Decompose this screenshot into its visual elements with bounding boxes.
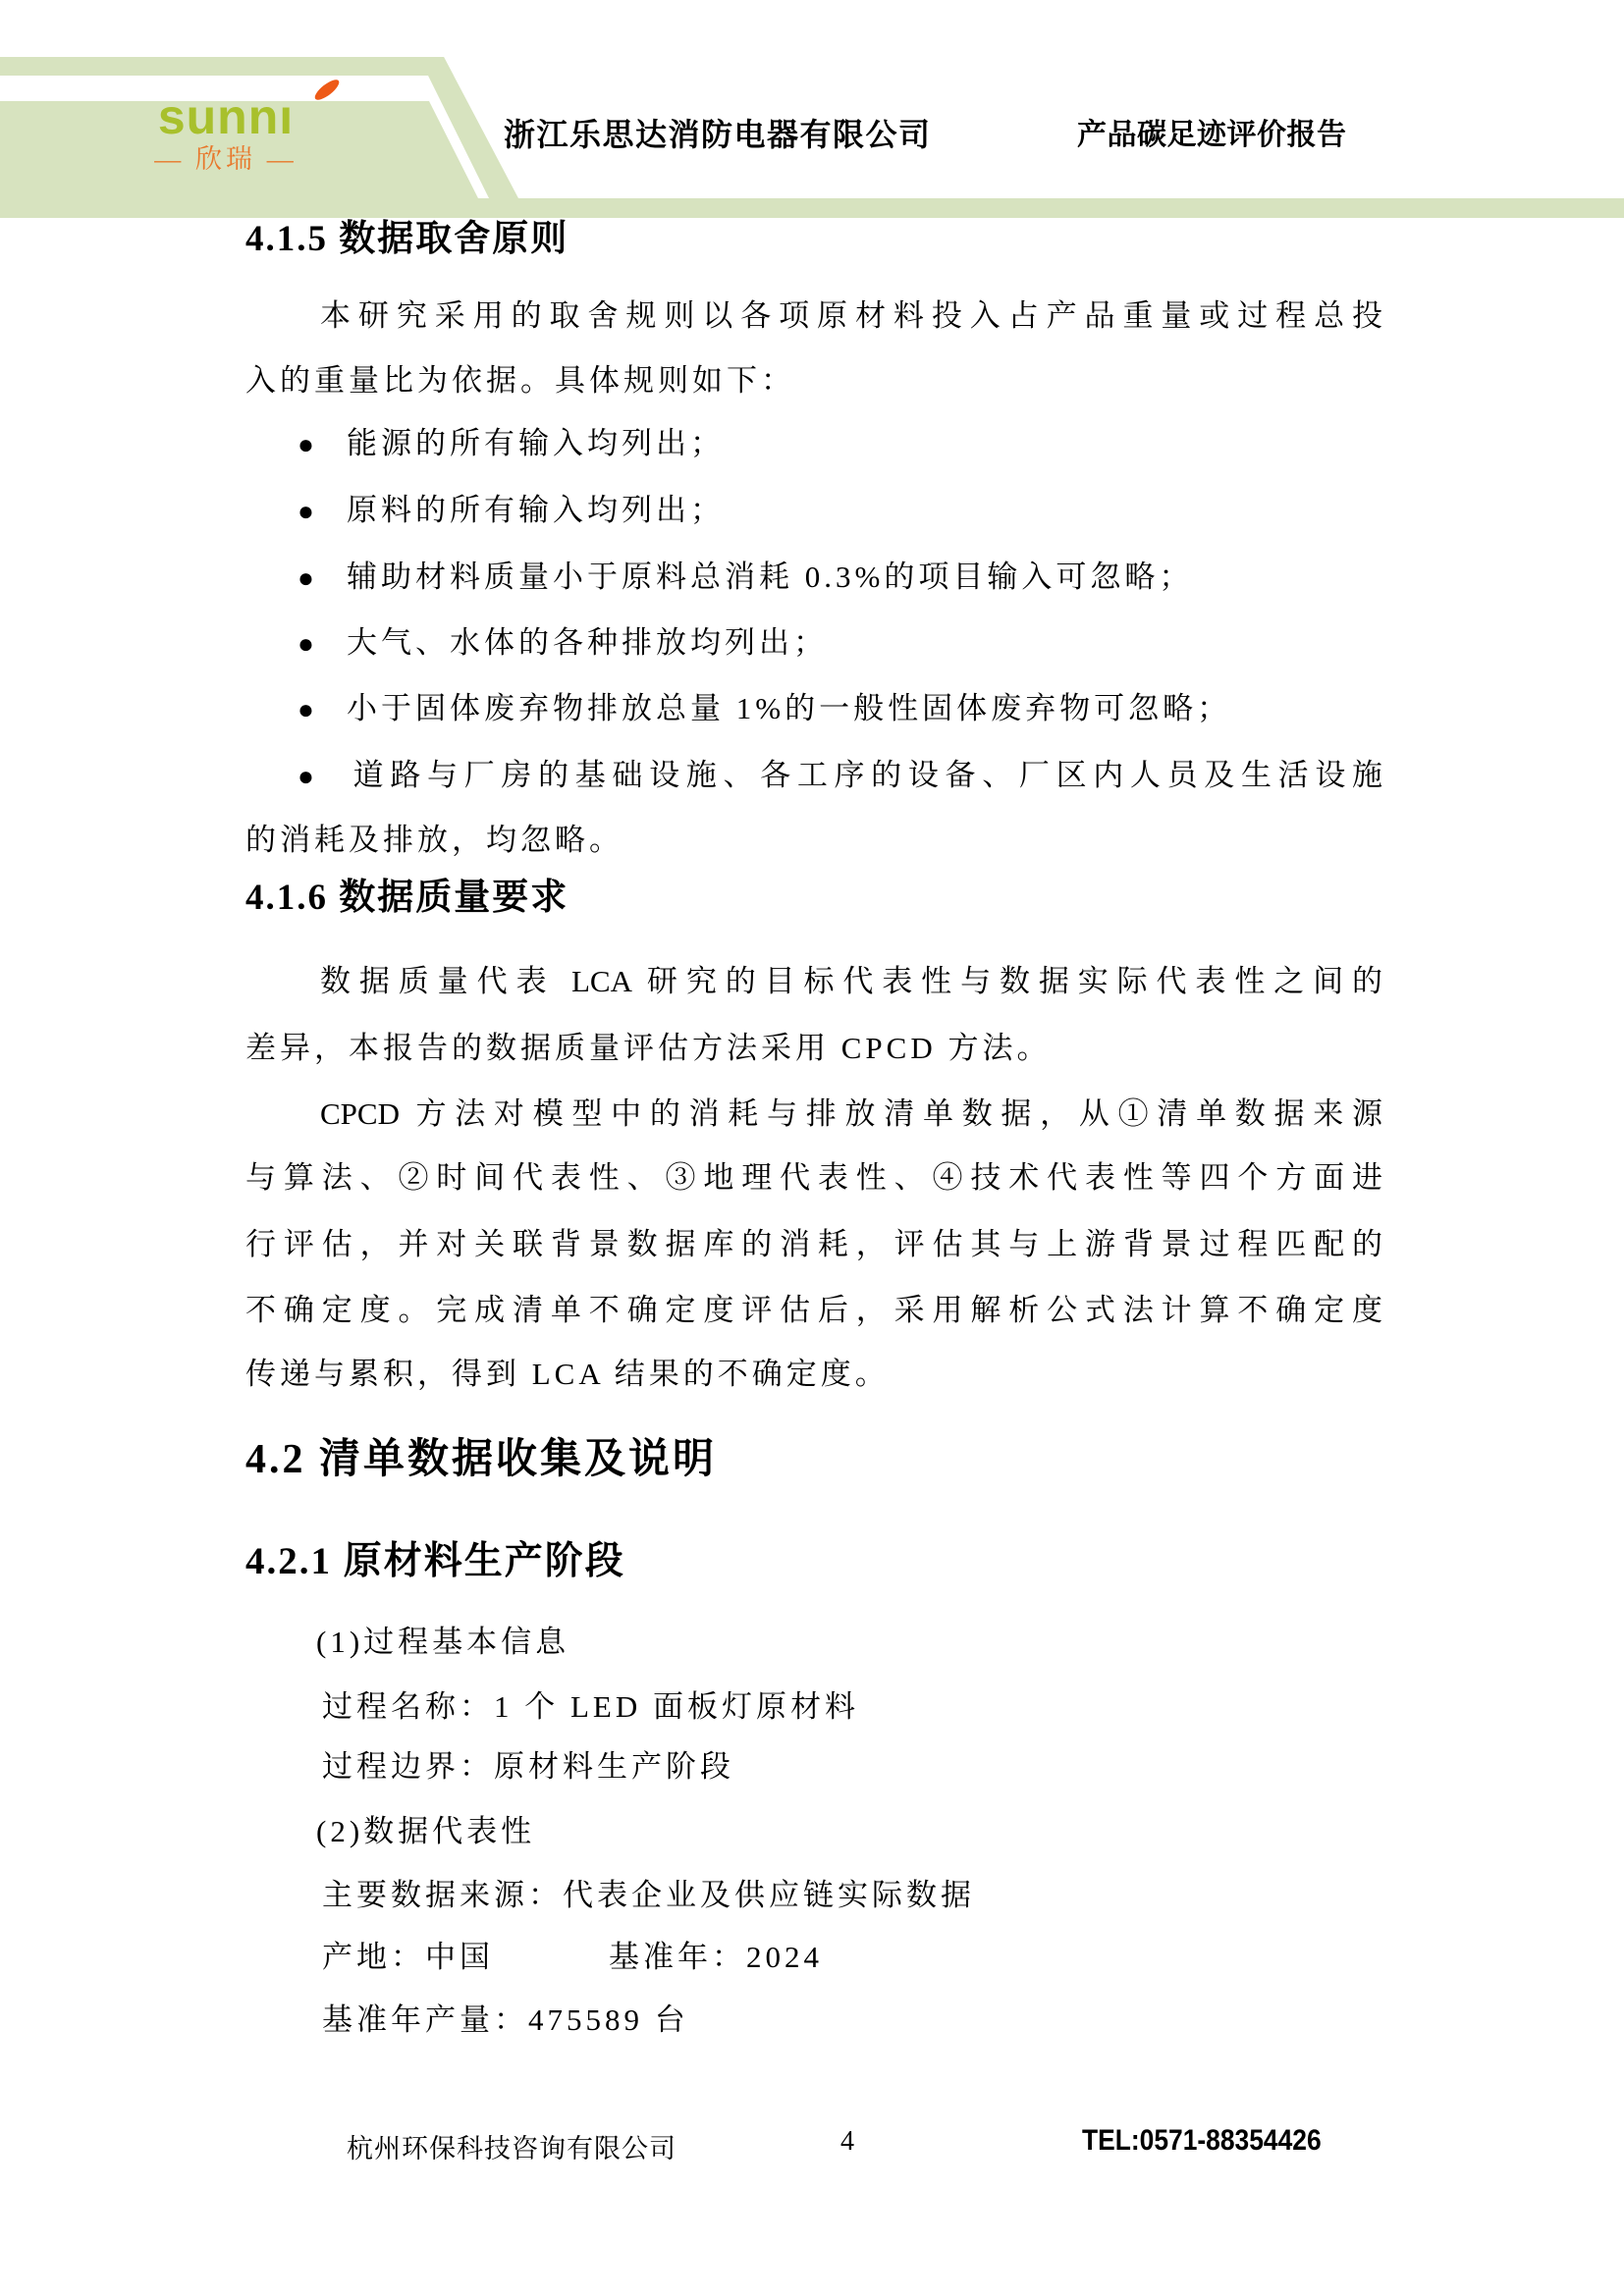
footer-page-number: 4 xyxy=(840,2126,854,2157)
info-line: 过程名称：1 个 LED 面板灯原材料 xyxy=(322,1689,860,1724)
header-report-title: 产品碳足迹评价报告 xyxy=(1077,119,1347,151)
logo-wordmark: sunnı xyxy=(157,89,295,144)
paragraph-line: 入的重量比为依据。具体规则如下： xyxy=(245,363,795,398)
bullet-item xyxy=(245,545,1382,610)
section-heading-4-1-6: 4.1.6 数据质量要求 xyxy=(245,878,569,918)
paragraph-line: 本研究采用的取舍规则以各项原材料投入占产品重量或过程总投 xyxy=(320,298,1382,333)
bullet-marker: ● xyxy=(298,629,314,660)
footer-company-name: 杭州环保科技咨询有限公司 xyxy=(347,2134,677,2163)
bullet-text: 道路与厂房的基础设施、各工序的设备、厂区内人员及生活设施 xyxy=(347,758,1382,792)
bullet-item xyxy=(245,478,1382,543)
paragraph-line: 不确定度。完成清单不确定度评估后，采用解析公式法计算不确定度 xyxy=(245,1293,1382,1327)
logo-tagline: — 欣瑞 — xyxy=(154,144,298,174)
bullet-item xyxy=(245,743,1382,808)
paragraph-line: 与算法、②时间代表性、③地理代表性、④技术代表性等四个方面进 xyxy=(245,1160,1382,1195)
company-logo xyxy=(126,89,326,174)
info-line xyxy=(245,1925,1382,1990)
paragraph-line: 数据质量代表 LCA 研究的目标代表性与数据实际代表性之间的 xyxy=(320,964,1382,998)
header-company-name: 浙江乐思达消防电器有限公司 xyxy=(504,117,932,152)
section-heading-4-2-1: 4.2.1 原材料生产阶段 xyxy=(245,1540,625,1582)
bullet-item xyxy=(245,611,1382,675)
bullet-text: 能源的所有输入均列出； xyxy=(347,426,725,460)
paragraph-line: 的消耗及排放，均忽略。 xyxy=(245,823,623,857)
bullet-item xyxy=(245,676,1382,741)
origin-value: 产地：中国 xyxy=(322,1940,494,1974)
bullet-marker: ● xyxy=(298,563,314,594)
paragraph-line: CPCD 方法对模型中的消耗与排放清单数据，从①清单数据来源 xyxy=(320,1096,1382,1131)
base-year-value: 基准年：2024 xyxy=(609,1940,823,1974)
section-heading-4-2: 4.2 清单数据收集及说明 xyxy=(245,1437,718,1482)
bullet-marker: ● xyxy=(298,762,314,792)
info-line: (1)过程基本信息 xyxy=(316,1625,570,1659)
info-line: 主要数据来源：代表企业及供应链实际数据 xyxy=(322,1878,975,1912)
section-heading-4-1-5: 4.1.5 数据取舍原则 xyxy=(245,219,569,259)
paragraph-line: 行评估，并对关联背景数据库的消耗，评估其与上游背景过程匹配的 xyxy=(245,1227,1382,1261)
bullet-marker: ● xyxy=(298,430,314,460)
footer-telephone: TEL:0571-88354426 xyxy=(1082,2124,1322,2157)
bullet-text: 大气、水体的各种排放均列出； xyxy=(347,625,828,660)
bullet-item xyxy=(245,411,1382,476)
info-line: (2)数据代表性 xyxy=(316,1814,536,1848)
bullet-marker: ● xyxy=(298,695,314,725)
paragraph-line: 差异，本报告的数据质量评估方法采用 CPCD 方法。 xyxy=(245,1031,1052,1065)
bullet-marker: ● xyxy=(298,497,314,527)
info-line: 过程边界：原材料生产阶段 xyxy=(322,1749,734,1784)
bullet-text: 辅助材料质量小于原料总消耗 0.3%的项目输入可忽略； xyxy=(347,560,1194,594)
info-line: 基准年产量：475589 台 xyxy=(322,2002,689,2037)
paragraph-line: 传递与累积，得到 LCA 结果的不确定度。 xyxy=(245,1357,890,1391)
bullet-text: 小于固体废弃物排放总量 1%的一般性固体废弃物可忽略； xyxy=(347,691,1232,725)
bullet-text: 原料的所有输入均列出； xyxy=(347,493,725,527)
